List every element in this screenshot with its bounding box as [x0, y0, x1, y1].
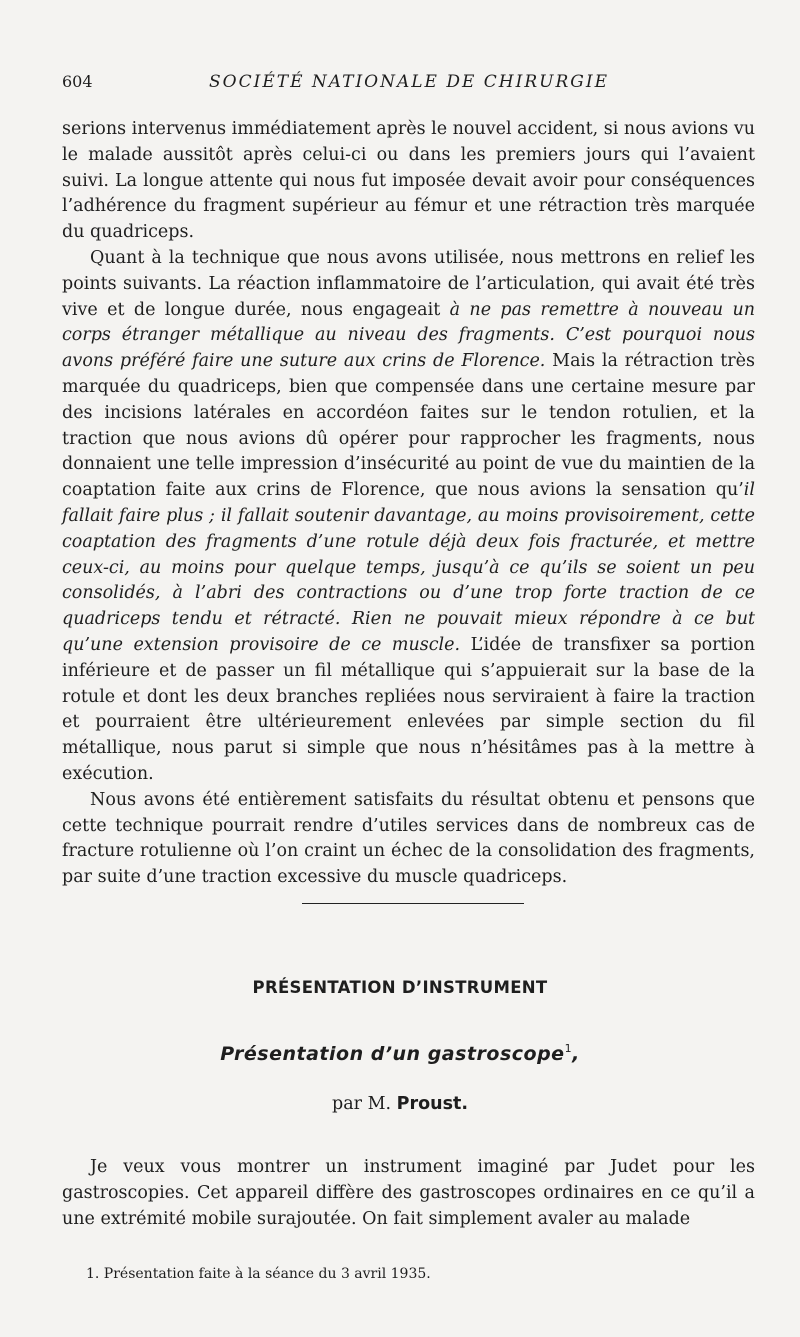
paragraph-2-part-a: Quant à la technique que nous avons utilisée, nous mettrons en relief les points suivants. La réaction inflammatoire de l’articulation, qui avait été très vive et de longue durée, nous engageait — [62, 247, 755, 320]
section-divider — [302, 903, 524, 904]
footnote-marker[interactable]: 1 — [564, 1042, 573, 1055]
page-number: 604 — [62, 72, 93, 91]
byline-prefix: par M. — [332, 1094, 392, 1114]
footnote: 1. Présentation faite à la séance du 3 avril 1935. — [86, 1266, 431, 1282]
article-title — [0, 1042, 800, 1065]
byline — [0, 1094, 800, 1114]
new-article-paragraph-1: Je veux vous montrer un instrument imaginé par Judet pour les gastroscopies. Cet appareil diffère des gastroscopes ordinaires en ce qu’il a une extrémité mobile surajoutée. On fait simplement avaler au malade — [62, 1157, 755, 1229]
section-heading: PRÉSENTATION D’INSTRUMENT — [252, 978, 548, 997]
paragraph-2-part-e: L’idée de transfixer sa portion inférieure et de passer un fil métallique qui s’appuierait sur la base de la rotule et dont les deux branches repliées nous serviraient à faire la traction et pourraient être ultérieurement enlevées par simple section du fil métallique, nous parut si simple que nous n’hésitâmes pas à la mettre à exécution. — [62, 634, 755, 784]
article-title-text: Présentation d’un gastroscope — [220, 1043, 565, 1065]
paragraph-2-italic-b: à ne pas remettre à nouveau un corps étranger métallique au niveau des fragments. C’est pourquoi nous avons préféré faire une suture aux crins de Florence. — [62, 299, 756, 372]
paragraph-3: Nous avons été entièrement satisfaits du résultat obtenu et pensons que cette technique pourrait rendre d’utiles services dans de nombreux cas de fracture rotulienne où l’on craint un échec de la consolidation des fragments, par suite d’une traction excessive du muscle quadriceps. — [62, 789, 755, 888]
new-article-text — [62, 1155, 755, 1232]
paragraph-2-part-c: Mais la rétraction très marquée du quadriceps, bien que compensée dans une certaine mesure par des incisions latérales en accordéon faites sur le tendon rotulien, et la traction que nous avions dû opérer pour rapprocher les fragments, nous donnaient une telle impression d’insécurité au point de vue du maintien de la coaptation faite aux crins de Florence, que nous avions la sensation qu’ — [62, 351, 755, 501]
article-title-end: , — [572, 1043, 580, 1065]
paragraph-1: serions intervenus immédiatement après le nouvel accident, si nous avions vu le malade aussitôt après celui-ci ou dans les premiers jours qui l’avaient suivi. La longue attente qui nous fut imposée devait avoir pour conséquences l’adhérence du fragment supérieur au fémur et une rétraction très marquée du quadriceps. — [62, 119, 755, 243]
running-head — [62, 72, 756, 96]
author-name: Proust. — [396, 1094, 468, 1114]
paragraph-2-italic-d: il fallait faire plus ; il fallait soutenir davantage, au moins provisoirement, cette coaptation des fragments d’une rotule déjà deux fois fracturée, et mettre ceux-ci, au moins pour quelque temps, jusqu’à ce qu’ils se soient un peu consolidés, à l’abri des contractions ou d’une trop forte traction de ce quadriceps tendu et rétracté. Rien ne pouvait mieux répondre à ce but qu’une extension provisoire de ce muscle. — [62, 480, 755, 655]
paragraph-2 — [62, 246, 755, 788]
journal-title: SOCIÉTÉ NATIONALE DE CHIRURGIE — [209, 72, 609, 92]
article-continued-text — [62, 117, 755, 891]
